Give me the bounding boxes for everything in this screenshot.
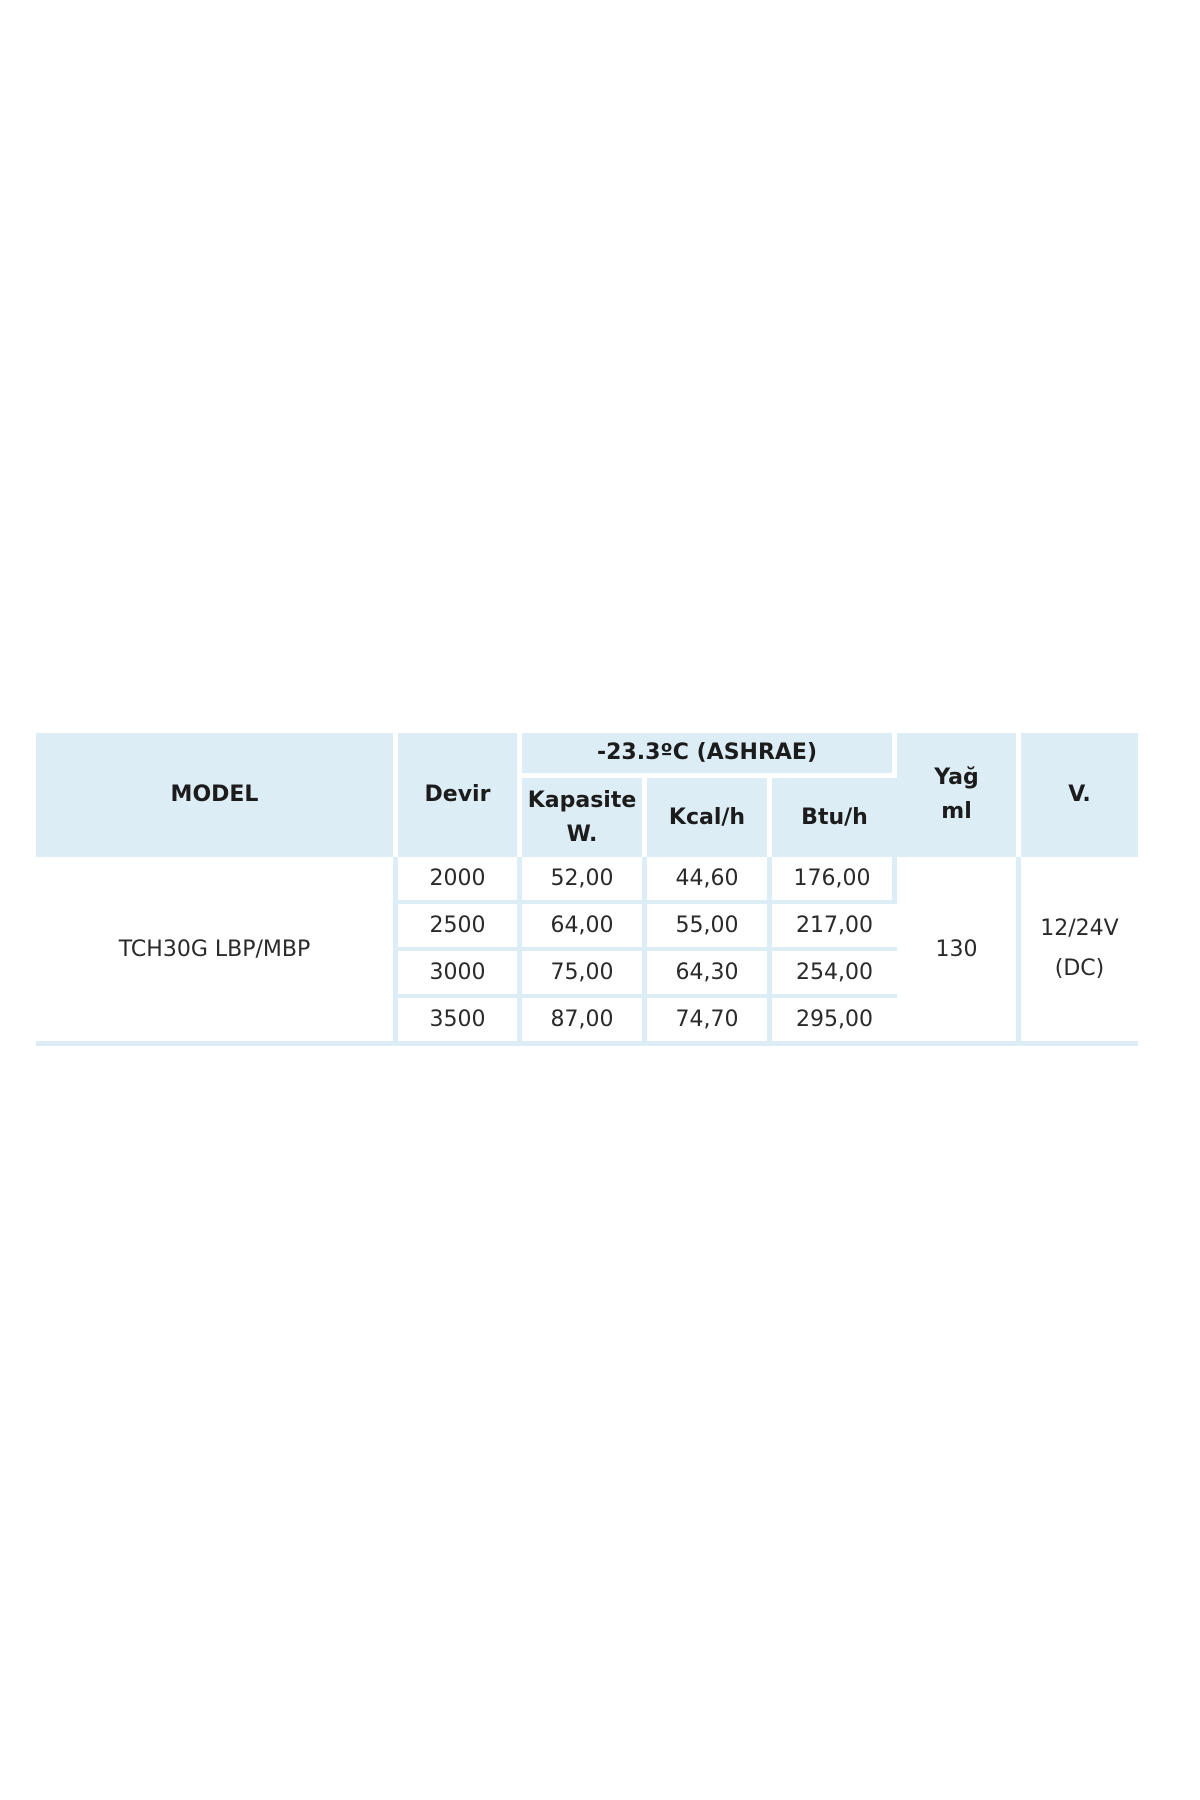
cell-btu: 217,00 xyxy=(772,900,897,947)
cell-kapasite: 75,00 xyxy=(522,947,647,994)
cell-devir: 2000 xyxy=(398,857,522,900)
cell-kcal: 74,70 xyxy=(647,994,772,1046)
table-body xyxy=(36,857,1138,1046)
cell-volt-line1: 12/24V xyxy=(1040,916,1119,941)
cell-btu: 295,00 xyxy=(772,994,897,1046)
cell-kcal: 44,60 xyxy=(647,857,772,900)
cell-yag: 130 xyxy=(897,857,1021,1046)
header-ashrae-group: -23.3ºC (ASHRAE) xyxy=(522,733,897,778)
cell-kcal: 55,00 xyxy=(647,900,772,947)
cell-btu: 176,00 xyxy=(772,857,897,900)
cell-kcal: 64,30 xyxy=(647,947,772,994)
cell-volt xyxy=(1021,857,1138,1046)
cell-model: TCH30G LBP/MBP xyxy=(36,857,398,1046)
header-yag xyxy=(897,733,1021,857)
header-yag-line2: ml xyxy=(941,799,972,824)
header-kapasite xyxy=(522,778,647,857)
cell-kapasite: 87,00 xyxy=(522,994,647,1046)
header-yag-line1: Yağ xyxy=(934,765,979,790)
header-volt: V. xyxy=(1021,733,1138,857)
cell-kapasite: 52,00 xyxy=(522,857,647,900)
header-devir: Devir xyxy=(398,733,522,857)
table-row xyxy=(36,857,1138,900)
header-kcal: Kcal/h xyxy=(647,778,772,857)
cell-devir: 3500 xyxy=(398,994,522,1046)
cell-devir: 2500 xyxy=(398,900,522,947)
cell-devir: 3000 xyxy=(398,947,522,994)
cell-btu: 254,00 xyxy=(772,947,897,994)
cell-volt-line2: (DC) xyxy=(1054,956,1105,981)
header-kapasite-line2: W. xyxy=(566,821,598,847)
spec-table xyxy=(36,733,1138,1046)
header-kapasite-line1: Kapasite xyxy=(527,787,637,813)
header-btu: Btu/h xyxy=(772,778,897,857)
table-header xyxy=(36,733,1138,857)
cell-kapasite: 64,00 xyxy=(522,900,647,947)
header-model: MODEL xyxy=(36,733,398,857)
